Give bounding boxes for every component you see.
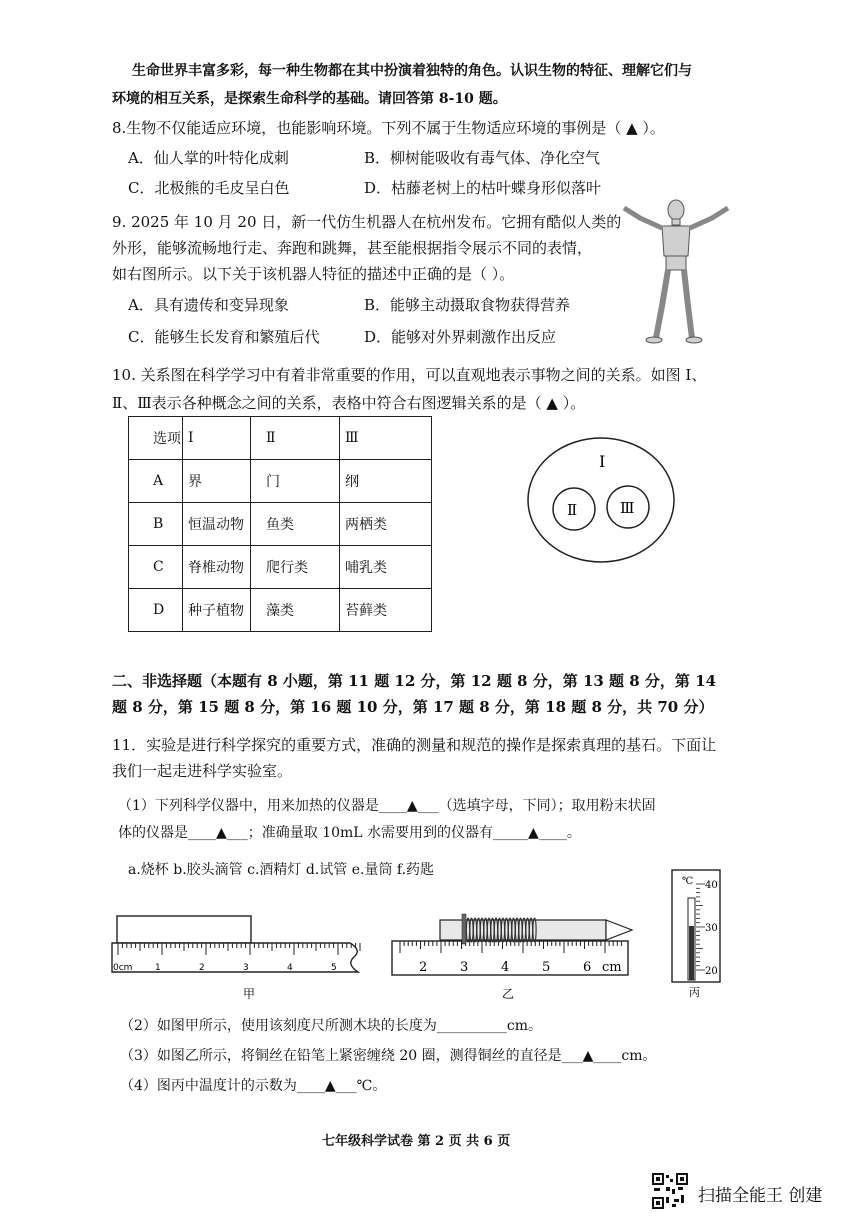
scanner-watermark: 扫描全能王 创建 <box>698 1186 823 1206</box>
q9-line-1: 9. 2025 年 10 月 20 日，新一代仿生机器人在杭州发布。它拥有酷似人类的 <box>112 213 622 231</box>
figure-label-yi: 乙 <box>502 987 515 1001</box>
q8-option-b: B．柳树能吸收有毒气体、净化空气 <box>364 149 601 167</box>
table-cell: C <box>129 546 183 589</box>
qr-code-icon <box>652 1173 688 1209</box>
ruler-jia-label-5: 5 <box>331 963 337 973</box>
q11-line-2: 我们一起走进科学实验室。 <box>112 762 293 780</box>
table-cell: 苔藓类 <box>340 589 432 632</box>
table-cell: 脊椎动物 <box>183 546 251 589</box>
table-cell: B <box>129 503 183 546</box>
figure-label-bing: 丙 <box>689 986 700 999</box>
ruler-jia-label-3: 3 <box>243 963 249 973</box>
table-cell: 纲 <box>340 460 432 503</box>
venn-label-outer: Ⅰ <box>599 452 606 471</box>
section2-line-2: 题 8 分，第 15 题 8 分，第 16 题 10 分，第 17 题 8 分，第 18 题 8 分，共 70 分） <box>112 698 714 716</box>
table-row <box>129 546 432 589</box>
table-header: Ⅲ <box>340 417 432 460</box>
ruler-yi-label-0: 2 <box>419 960 428 975</box>
ruler-figure-yi <box>388 908 638 1006</box>
intro-line-2: 环境的相互关系，是探索生命科学的基础。请回答第 8-10 题。 <box>112 91 507 107</box>
thermometer-label-40: 40 <box>705 880 718 891</box>
ruler-yi-label-4: 6 <box>583 960 592 975</box>
table-header: 选项 <box>129 417 183 460</box>
q9-line-2: 外形，能够流畅地行走、奔跑和跳舞，甚至能根据指令展示不同的表情， <box>112 239 593 257</box>
q10-line-2: Ⅱ、Ⅲ表示各种概念之间的关系，表格中符合右图逻辑关系的是（ ▲ ）。 <box>112 394 586 412</box>
q8-stem: 8.生物不仅能适应环境，也能影响环境。下列不属于生物适应环境的事例是（ ▲ ）。 <box>112 119 665 137</box>
table-cell: D <box>129 589 183 632</box>
options-table <box>128 416 432 632</box>
table-header-row <box>129 417 432 460</box>
q8-option-c: C．北极熊的毛皮呈白色 <box>128 179 290 197</box>
intro-line-1: 生命世界丰富多彩，每一种生物都在其中扮演着独特的角色。认识生物的特征、理解它们与 <box>132 63 692 79</box>
q11-part3: （3）如图乙所示，将铜丝在铅笔上紧密缠绕 20 圈，测得铜丝的直径是___▲____cm。 <box>120 1048 657 1064</box>
q11-part1-line-1: （1）下列科学仪器中，用来加热的仪器是____▲___（选填字母，下同）；取用粉末状固 <box>118 798 656 814</box>
table-cell: 两栖类 <box>340 503 432 546</box>
table-header: Ⅰ <box>183 417 251 460</box>
table-cell: 哺乳类 <box>340 546 432 589</box>
instrument-list: a.烧杯 b.胶头滴管 c.酒精灯 d.试管 e.量筒 f.药匙 <box>128 862 435 878</box>
q11-part4: （4）图丙中温度计的示数为____▲___℃。 <box>120 1078 387 1094</box>
ruler-yi-label-unit: cm <box>602 960 622 975</box>
table-cell: 种子植物 <box>183 589 251 632</box>
robot-figure <box>618 196 734 344</box>
ruler-yi-label-3: 5 <box>542 960 551 975</box>
q9-option-c: C．能够生长发育和繁殖后代 <box>128 328 320 346</box>
table-cell: 界 <box>183 460 251 503</box>
ruler-jia-label-1: 1 <box>155 963 161 973</box>
figure-label-jia: 甲 <box>243 987 256 1001</box>
thermometer-unit: ℃ <box>682 876 694 887</box>
table-cell: 鱼类 <box>251 503 340 546</box>
page-footer: 七年级科学试卷 第 2 页 共 6 页 <box>322 1134 511 1149</box>
ruler-jia-label-4: 4 <box>287 963 293 973</box>
q8-option-a: A．仙人掌的叶特化成刺 <box>128 149 289 167</box>
q9-line-3: 如右图所示。以下关于该机器人特征的描述中正确的是（ ）。 <box>112 265 515 283</box>
q9-option-b: B．能够主动摄取食物获得营养 <box>364 296 571 314</box>
table-cell: 门 <box>251 460 340 503</box>
thermometer-label-30: 30 <box>705 923 718 934</box>
table-cell: 爬行类 <box>251 546 340 589</box>
table-row <box>129 503 432 546</box>
ruler-jia-label-2: 2 <box>199 963 205 973</box>
table-row <box>129 589 432 632</box>
ruler-figure-jia <box>110 912 368 1004</box>
q11-part2: （2）如图甲所示，使用该刻度尺所测木块的长度为__________cm。 <box>120 1018 543 1034</box>
venn-label-left: Ⅱ <box>567 501 578 519</box>
venn-diagram <box>526 436 676 564</box>
table-cell: A <box>129 460 183 503</box>
q10-line-1: 10. 关系图在科学学习中有着非常重要的作用，可以直观地表示事物之间的关系。如图 Ⅰ、 <box>112 366 707 384</box>
table-header: Ⅱ <box>251 417 340 460</box>
q8-option-d: D．枯藤老树上的枯叶蝶身形似落叶 <box>364 179 602 197</box>
q11-line-1: 11．实验是进行科学探究的重要方式，准确的测量和规范的操作是探索真理的基石。下面让 <box>112 736 717 754</box>
table-cell: 藻类 <box>251 589 340 632</box>
thermometer-label-20: 20 <box>705 966 718 977</box>
ruler-yi-label-1: 3 <box>460 960 469 975</box>
section2-line-1: 二、非选择题（本题有 8 小题，第 11 题 12 分，第 12 题 8 分，第 13 题 8 分，第 14 <box>112 672 717 690</box>
ruler-yi-label-2: 4 <box>501 960 510 975</box>
thermometer-figure <box>670 868 722 1002</box>
table-row <box>129 460 432 503</box>
q9-option-d: D．能够对外界刺激作出反应 <box>364 328 557 346</box>
venn-label-right: Ⅲ <box>620 499 635 517</box>
q9-option-a: A．具有遗传和变异现象 <box>128 296 289 314</box>
table-cell: 恒温动物 <box>183 503 251 546</box>
ruler-jia-label-0: 0cm <box>113 963 133 973</box>
q11-part1-line-2: 体的仪器是____▲___；准确量取 10mL 水需要用到的仪器有_____▲____。 <box>118 825 581 841</box>
